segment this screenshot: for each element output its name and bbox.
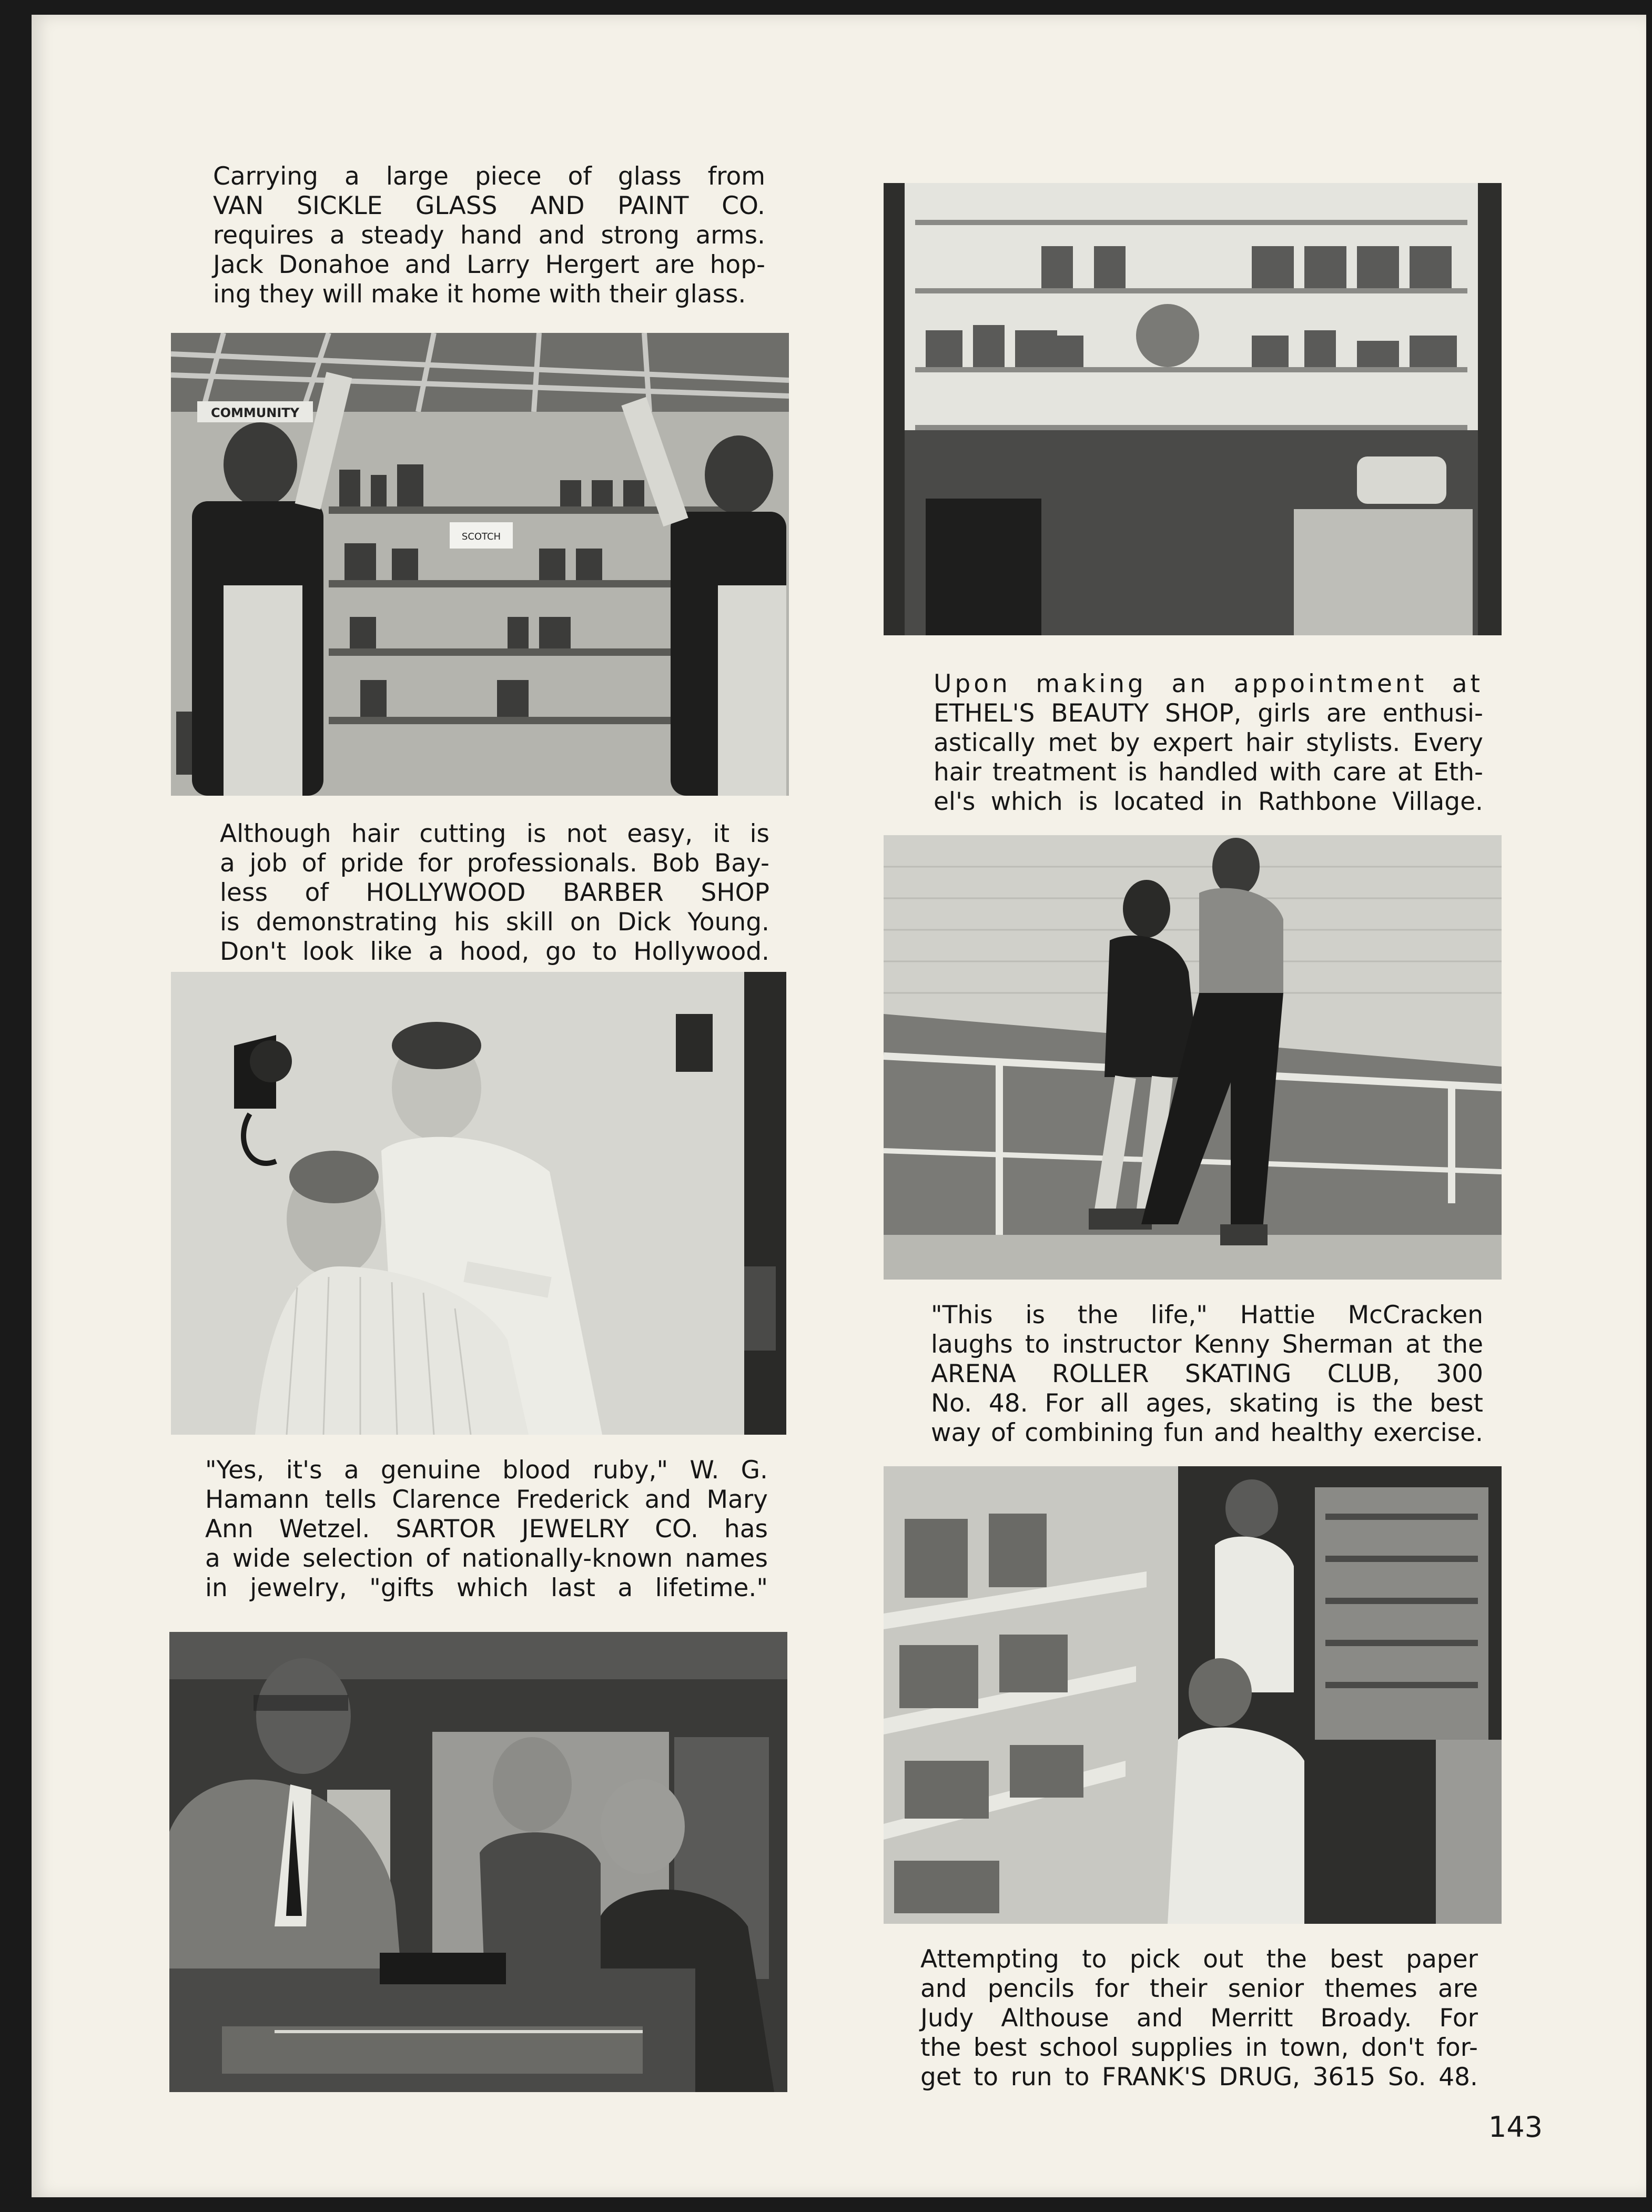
caption-line: way of combining fun and healthy exercise.: [931, 1418, 1483, 1447]
photo-sign-community: COMMUNITY: [210, 405, 300, 420]
caption-line: laughs to instructor Kenny Sherman at the: [931, 1330, 1483, 1359]
caption-hollywood-barber: [220, 819, 769, 967]
caption-line: in jewelry, "gifts which last a lifetime.": [205, 1574, 768, 1602]
photo-arena-roller-skating: [884, 835, 1502, 1280]
caption-line: a job of pride for professionals. Bob Bay-: [220, 849, 769, 878]
caption-line: el's which is located in Rathbone Village.: [934, 787, 1483, 816]
caption-line: "This is the life," Hattie McCracken: [931, 1301, 1483, 1330]
caption-line: is demonstrating his skill on Dick Young.: [220, 908, 769, 937]
caption-line: Upon making an appointment at: [934, 669, 1483, 698]
caption-line: hair treatment is handled with care at Eth-: [934, 758, 1483, 787]
caption-line: Don't look like a hood, go to Hollywood.: [220, 937, 769, 966]
caption-line: less of HOLLYWOOD BARBER SHOP: [220, 878, 769, 907]
caption-line: get to run to FRANK'S DRUG, 3615 So. 48.: [920, 2063, 1478, 2092]
caption-van-sickle: [213, 162, 765, 309]
caption-ethels-beauty: [934, 669, 1483, 817]
photo-sartor-jewelry: [169, 1632, 787, 2092]
photo-franks-drug: [884, 1466, 1502, 1924]
caption-line: VAN SICKLE GLASS AND PAINT CO.: [213, 191, 765, 220]
photo-van-sickle-store: [171, 333, 789, 796]
caption-line: Jack Donahoe and Larry Hergert are hop-: [213, 250, 765, 279]
caption-line: ETHEL'S BEAUTY SHOP, girls are enthusi-: [934, 699, 1483, 728]
caption-line: astically met by expert hair stylists. Every: [934, 728, 1483, 757]
caption-line: ARENA ROLLER SKATING CLUB, 300: [931, 1359, 1483, 1388]
yearbook-page: [32, 15, 1646, 2197]
photo-hollywood-barber: [171, 972, 786, 1435]
caption-arena-roller: [931, 1301, 1483, 1448]
caption-line: the best school supplies in town, don't for-: [920, 2033, 1478, 2062]
caption-line: ing they will make it home with their glass.: [213, 280, 746, 309]
caption-line: and pencils for their senior themes are: [920, 1974, 1478, 2003]
caption-line: Judy Althouse and Merritt Broady. For: [920, 2004, 1478, 2033]
photo-ethels-beauty-shop: [884, 183, 1502, 635]
caption-line: Attempting to pick out the best paper: [920, 1945, 1478, 1974]
caption-line: a wide selection of nationally-known names: [205, 1544, 768, 1573]
caption-line: requires a steady hand and strong arms.: [213, 221, 765, 250]
caption-line: Although hair cutting is not easy, it is: [220, 819, 769, 848]
photo-sign-scotch: SCOTCH: [461, 531, 501, 542]
caption-line: "Yes, it's a genuine blood ruby," W. G.: [205, 1456, 768, 1485]
caption-line: Carrying a large piece of glass from: [213, 162, 765, 191]
page-number: 143: [1488, 2110, 1543, 2144]
caption-line: Hamann tells Clarence Frederick and Mary: [205, 1485, 768, 1514]
caption-line: No. 48. For all ages, skating is the best: [931, 1389, 1483, 1418]
caption-sartor-jewelry: [205, 1456, 768, 1603]
caption-line: Ann Wetzel. SARTOR JEWELRY CO. has: [205, 1515, 768, 1544]
caption-franks-drug: [920, 1945, 1478, 2092]
